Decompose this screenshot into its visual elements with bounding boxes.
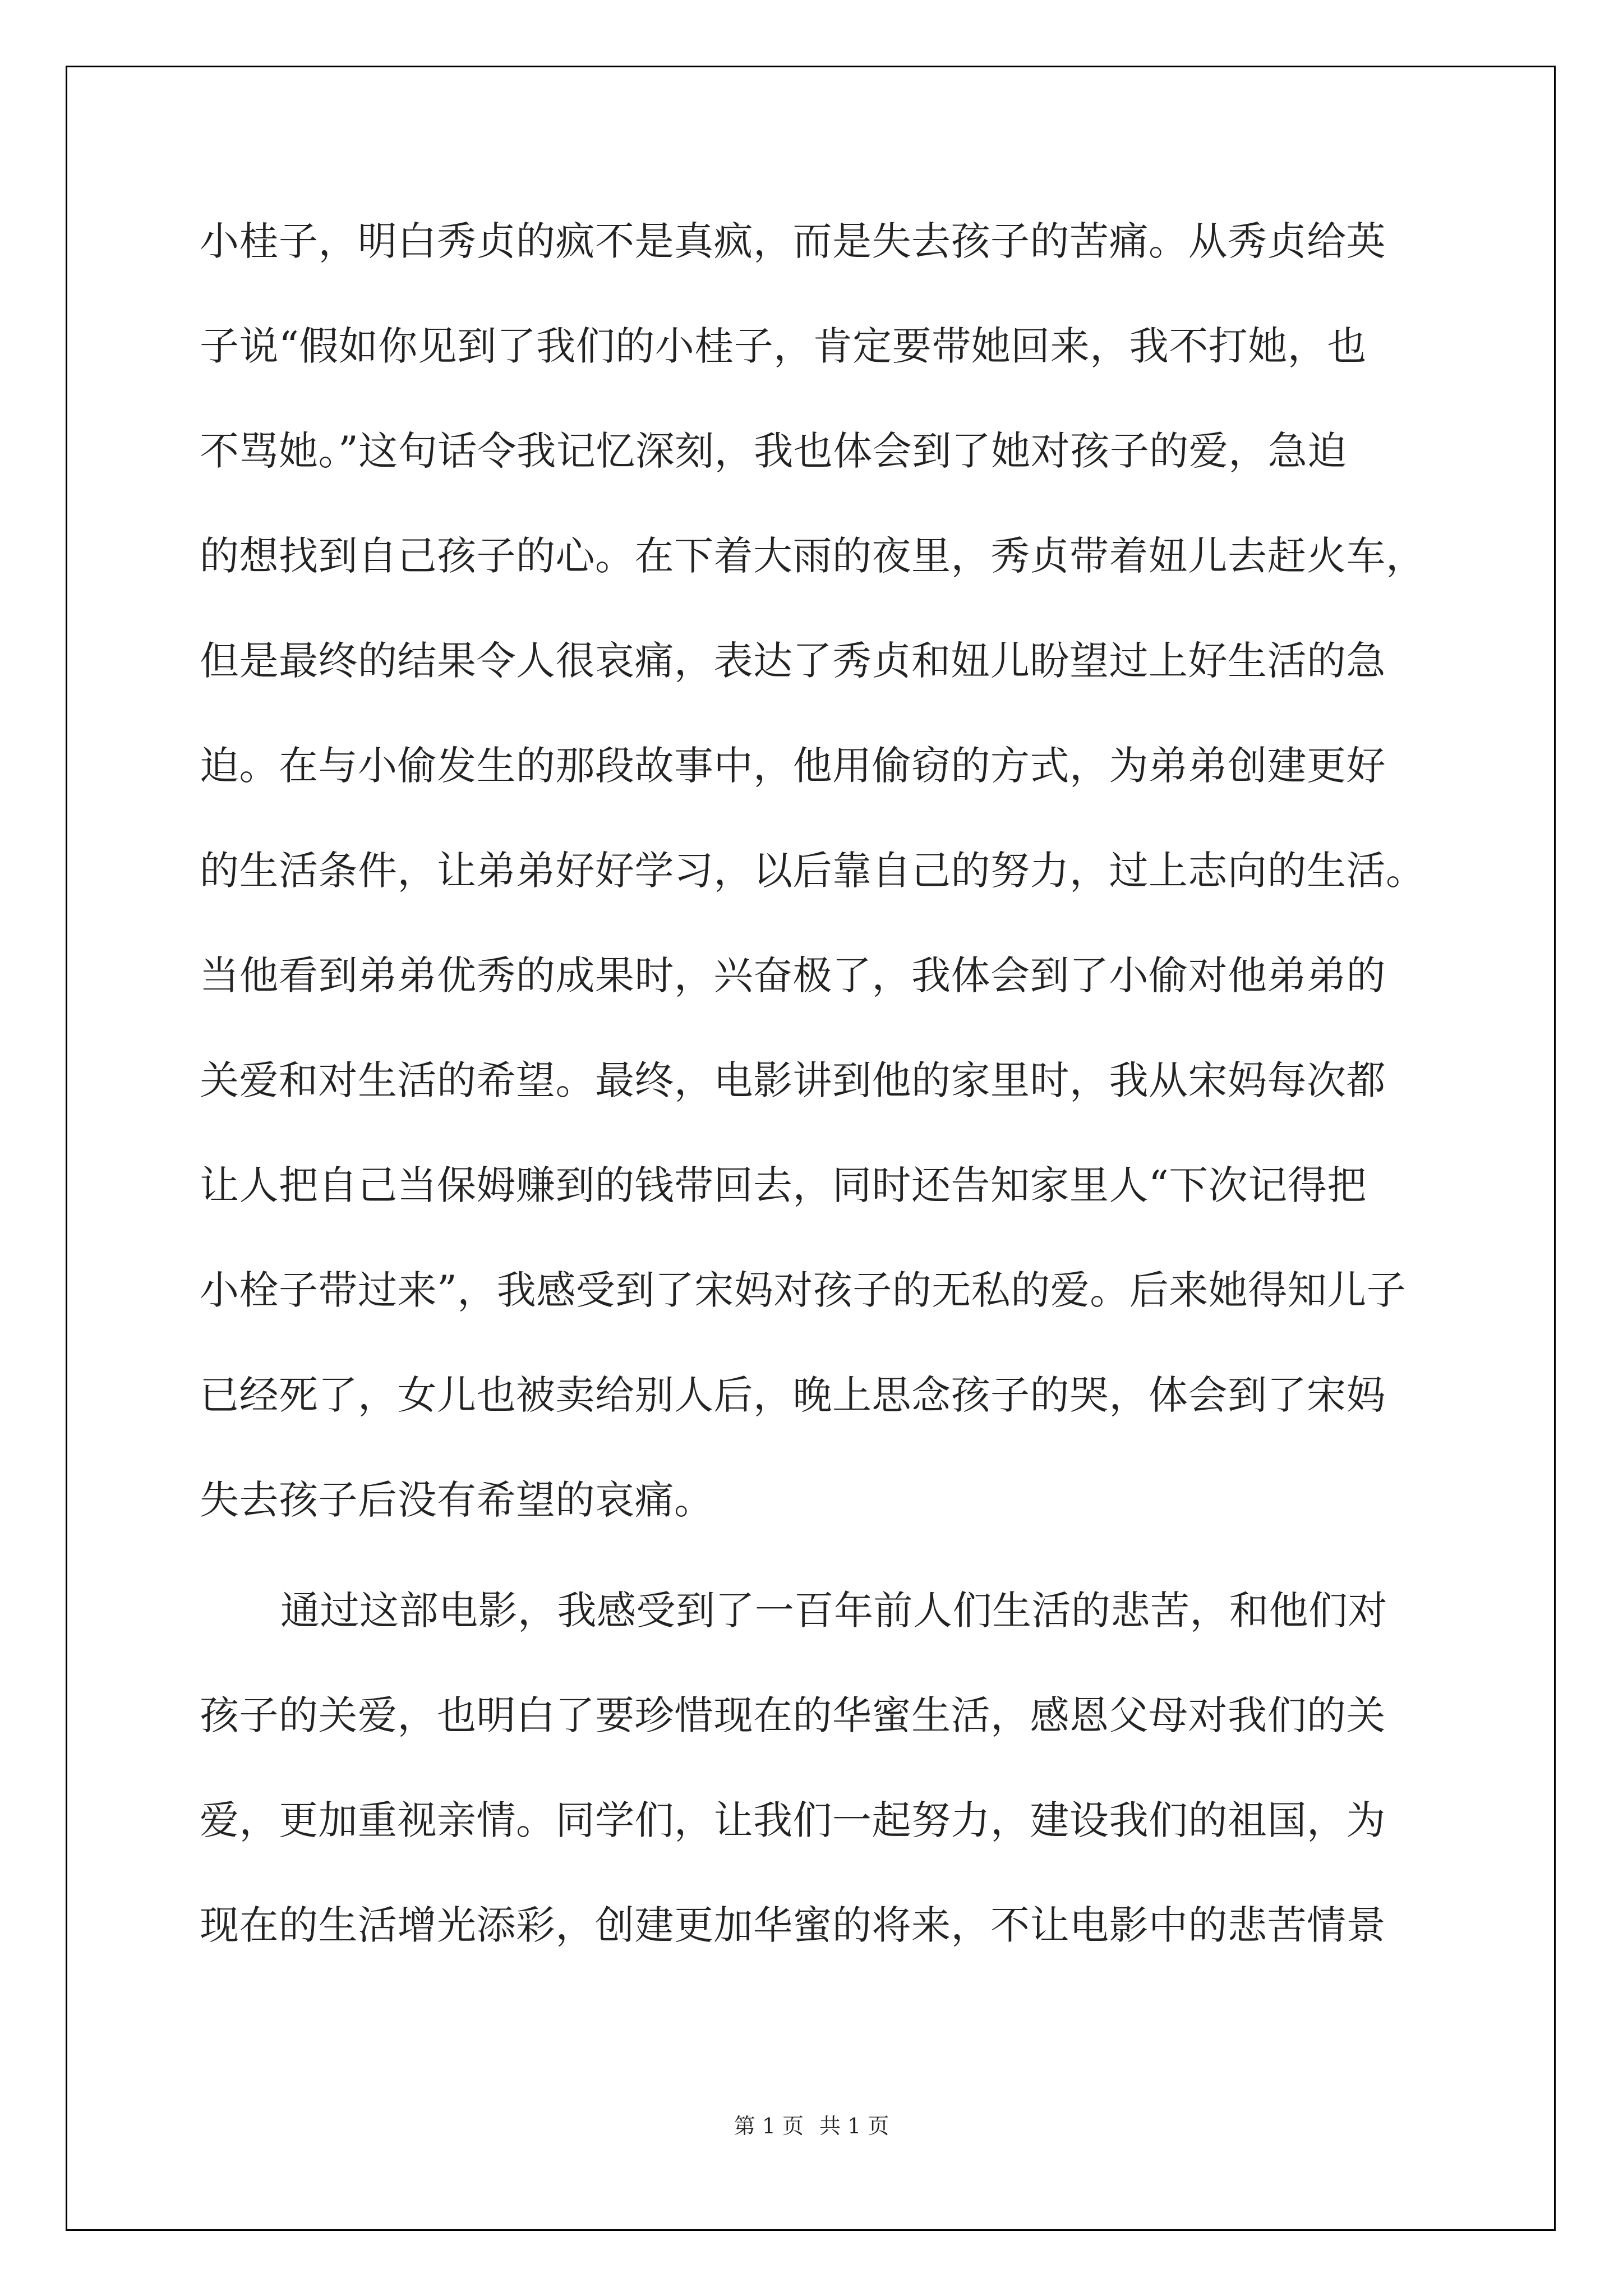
text-line: 现在的生活增光添彩，创建更加华蜜的将来，不让电影中的悲苦情景 [200,1902,1386,1948]
text-line: 关爱和对生活的希望。最终，电影讲到他的家里时，我从宋妈每次都 [200,1057,1386,1103]
text-line: 的想找到自己孩子的心。在下着大雨的夜里，秀贞带着妞儿去赶火车， [200,533,1426,579]
text-line: 但是最终的结果令人很哀痛，表达了秀贞和妞儿盼望过上好生活的急 [200,638,1386,684]
text-line: 爱，更加重视亲情。同学们，让我们一起努力，建设我们的祖国，为 [200,1797,1386,1843]
text-line: 让人把自己当保姆赚到的钱带回去，同时还告知家里人“下次记得把 [200,1162,1367,1208]
page-footer [0,2109,1623,2143]
text-line: 的生活条件，让弟弟好好学习，以后靠自己的努力，过上志向的生活。 [200,848,1426,894]
page-number: 第 1 页 [734,2114,804,2138]
text-line: 小栓子带过来”，我感受到了宋妈对孩子的无私的爱。后来她得知儿子 [200,1267,1407,1313]
text-line: 已经死了，女儿也被卖给别人后，晚上思念孩子的哭，体会到了宋妈 [200,1372,1386,1418]
text-line: 不骂她。”这句话令我记忆深刻，我也体会到了她对孩子的爱，急迫 [200,428,1347,474]
text-line: 子说“假如你见到了我们的小桂子，肯定要带她回来，我不打她，也 [200,323,1367,369]
text-line: 小桂子，明白秀贞的疯不是真疯，而是失去孩子的苦痛。从秀贞给英 [200,218,1386,264]
total-pages: 共 1 页 [819,2114,889,2138]
text-line: 当他看到弟弟优秀的成果时，兴奋极了，我体会到了小偷对他弟弟的 [200,953,1386,999]
text-line: 通过这部电影，我感受到了一百年前人们生活的悲苦，和他们对 [280,1588,1387,1634]
text-line: 失去孩子后没有希望的哀痛。 [200,1477,714,1523]
text-line: 孩子的关爱，也明白了要珍惜现在的华蜜生活，感恩父母对我们的关 [200,1692,1386,1738]
text-line: 迫。在与小偷发生的那段故事中，他用偷窃的方式，为弟弟创建更好 [200,743,1386,789]
